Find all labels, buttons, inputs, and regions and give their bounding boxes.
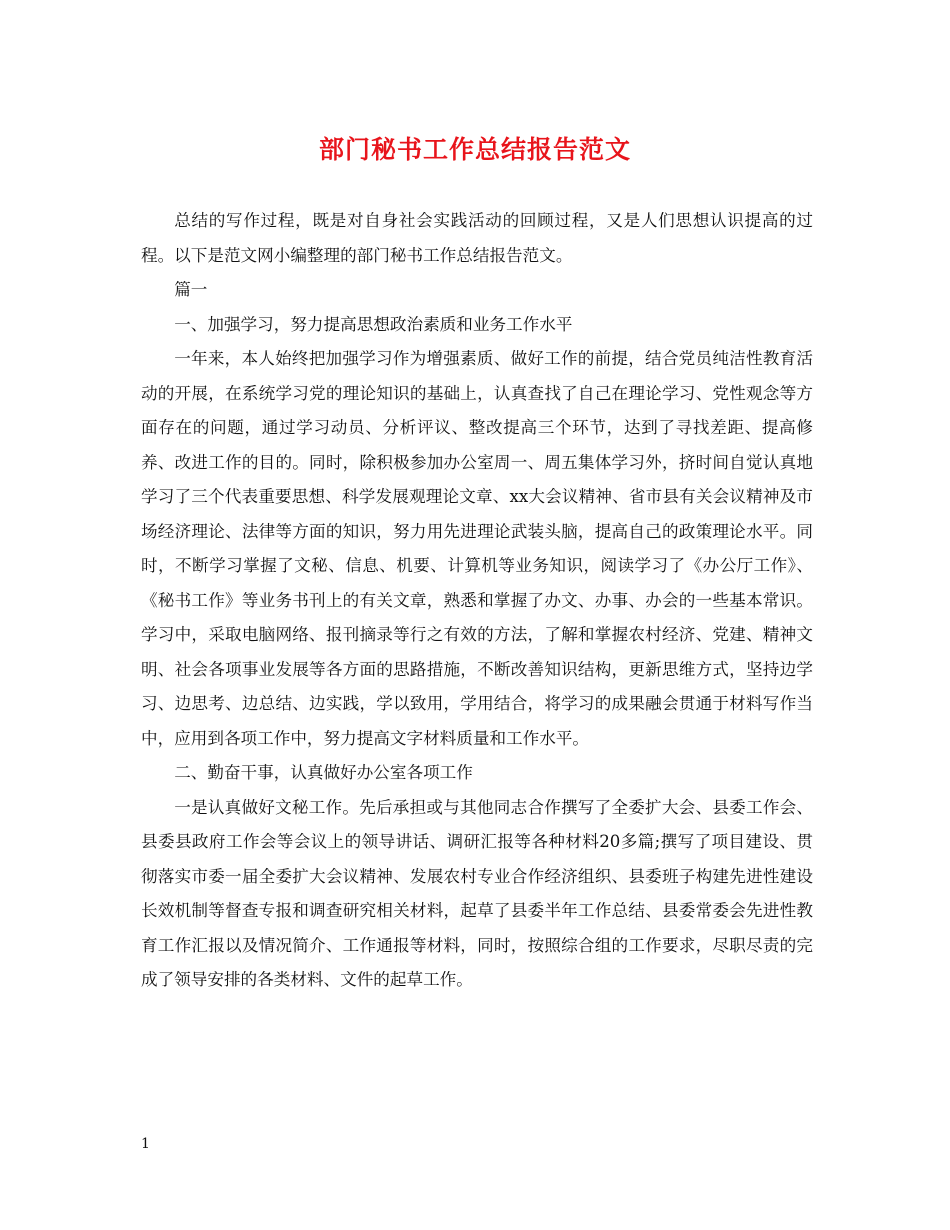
- document-body: [141, 204, 813, 998]
- section-label: 篇一: [174, 280, 208, 299]
- document-title: 部门秘书工作总结报告范文: [318, 135, 631, 164]
- body-paragraph: 一是认真做好文秘工作。先后承担或与其他同志合作撰写了全委扩大会、县委工作会、县委县政府工作会等会议上的领导讲话、调研汇报等各种材料20多篇;撰写了项目建设、贯彻落实市委一届全委扩大会议精神、发展农村专业合作经济组织、县委班子构建先进性建设长效机制等督查专报和调查研究相关材料，起草了县委半年工作总结、县委常委会先进性教育工作汇报以及情况简介、工作通报等材料，同时，按照综合组的工作要求，尽职尽责的完成了领导安排的各类材料、文件的起草工作。: [141, 797, 813, 989]
- intro-paragraph: 总结的写作过程，既是对自身社会实践活动的回顾过程，又是人们思想认识提高的过程。以下是范文网小编整理的部门秘书工作总结报告范文。: [141, 211, 813, 265]
- heading-two: 二、勤奋干事，认真做好办公室各项工作: [174, 763, 473, 782]
- heading-one: 一、加强学习，努力提高思想政治素质和业务工作水平: [174, 314, 573, 334]
- body-paragraph: 一年来，本人始终把加强学习作为增强素质、做好工作的前提，结合党员纯洁性教育活动的开展，在系统学习党的理论知识的基础上，认真查找了自己在理论学习、党性观念等方面存在的问题，通过学习动员、分析评议、整改提高三个环节，达到了寻找差距、提高修养、改进工作的目的。同时，除积极参加办公室周一、周五集体学习外，挤时间自觉认真地学习了三个代表重要思想、科学发展观理论文章、xx大会议精神、省市县有关会议精神及市场经济理论、法律等方面的知识，努力用先进理论武装头脑，提高自己的政策理论水平。同时，不断学习掌握了文秘、信息、机要、计算机等业务知识，阅读学习了《办公厅工作》、《秘书工作》等业务书刊上的有关文章，熟悉和掌握了办文、办事、办会的一些基本常识。学习中，采取电脑网络、报刊摘录等行之有效的方法，了解和掌握农村经济、党建、精神文明、社会各项事业发展等各方面的思路措施，不断改善知识结构，更新思维方式，坚持边学习、边思考、边总结、边实践，学以致用，学用结合，将学习的成果融会贯通于材料写作当中，应用到各项工作中，努力提高文字材料质量和工作水平。: [141, 349, 813, 748]
- page-number: 1: [141, 1136, 150, 1152]
